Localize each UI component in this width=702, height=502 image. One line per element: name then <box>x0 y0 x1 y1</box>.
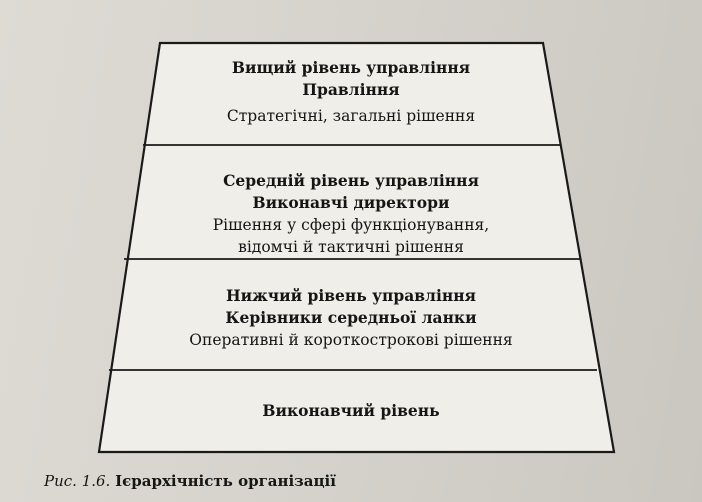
level-middle-management <box>0 170 702 258</box>
level-role: Правління <box>302 80 400 99</box>
level-role: Виконавчі директори <box>252 193 450 212</box>
level-title: Виконавчий рівень <box>262 401 440 420</box>
caption-title: Ієрархічність організації <box>115 472 336 490</box>
level-decisions: Рішення у сфері функціонування, <box>212 216 490 234</box>
level-executive <box>0 400 702 422</box>
level-lower-management <box>0 285 702 351</box>
caption-prefix: Рис. 1.6. <box>44 472 111 490</box>
level-role: Керівники середньої ланки <box>225 308 477 327</box>
level-top-management <box>0 57 702 127</box>
level-title: Середній рівень управління <box>223 171 479 190</box>
level-decisions: Стратегічні, загальні рішення <box>226 107 476 125</box>
level-decisions: відомчі й тактичні рішення <box>238 238 464 256</box>
level-title: Нижчий рівень управління <box>225 286 477 305</box>
level-decisions: Оперативні й короткострокові рішення <box>189 331 513 349</box>
level-title: Вищий рівень управління <box>231 58 471 77</box>
figure-caption <box>44 470 336 492</box>
